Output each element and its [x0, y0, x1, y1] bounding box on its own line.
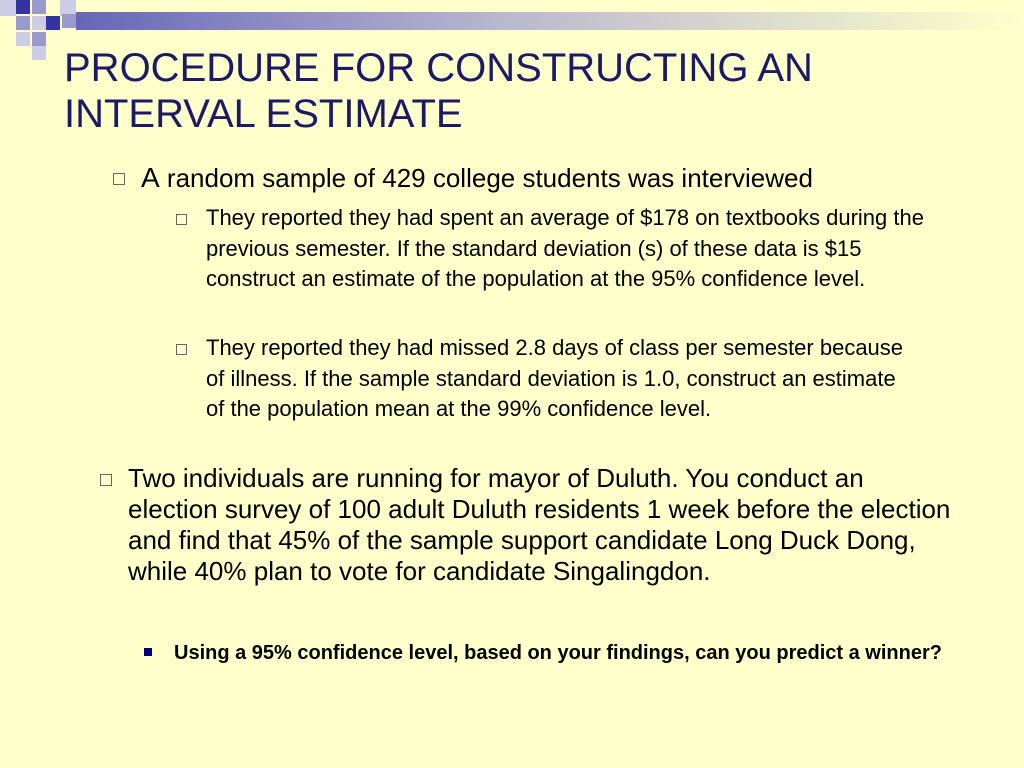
hollow-square-bullet-icon [176, 344, 187, 355]
decor-square [32, 32, 46, 46]
decor-square [62, 14, 76, 28]
sub-bullet-textbooks [206, 203, 946, 295]
slide-title-line-2: INTERVAL ESTIMATE [64, 92, 463, 136]
decor-square [32, 16, 46, 30]
decor-square [32, 0, 46, 14]
sub-bullet-question [174, 638, 954, 668]
sub-bullet-missed-days-text: They reported they had missed 2.8 days of class per semester because of illness. If the sample standard deviation is 1.0, construct an estimate of the population mean at the 99% confidence level. [206, 335, 904, 421]
bullet-random-sample-first-letter: A [141, 162, 160, 193]
header-gradient-bar [76, 12, 1024, 30]
bullet-random-sample-text [141, 162, 981, 194]
bullet-election-survey [128, 463, 960, 587]
decor-square [0, 0, 16, 16]
decor-square [16, 16, 30, 30]
hollow-square-bullet-icon [100, 474, 112, 486]
sub-bullet-question-text: Using a 95% confidence level, based on your findings, can you predict a winner? [174, 642, 942, 664]
sub-bullet-missed-days [206, 333, 906, 425]
filled-square-bullet-icon [144, 648, 152, 656]
decor-square [60, 0, 76, 16]
sub-bullet-textbooks-text: They reported they had spent an average of $178 on textbooks during the previous semester. If the standard deviation (s) of these data is $15 construct an estimate of the population at the 95% confidence level. [206, 205, 924, 291]
bullet-election-survey-text: Two individuals are running for mayor of Duluth. You conduct an election survey of 100 adult Duluth residents 1 week before the election and find that 45% of the sample support candidate Long Duck Dong, while 40% plan to vote for candidate Singalingdon. [128, 463, 951, 586]
decor-square [16, 0, 30, 14]
slide-title [64, 45, 964, 137]
bullet-random-sample-rest: random sample of 429 college students was interviewed [159, 163, 813, 193]
decor-square [32, 46, 46, 60]
hollow-square-bullet-icon [113, 173, 125, 185]
slide-title-line-1: PROCEDURE FOR CONSTRUCTING AN [64, 46, 813, 90]
decor-square [16, 32, 30, 46]
bullet-random-sample [141, 162, 981, 194]
hollow-square-bullet-icon [176, 214, 187, 225]
decor-square [46, 16, 60, 30]
